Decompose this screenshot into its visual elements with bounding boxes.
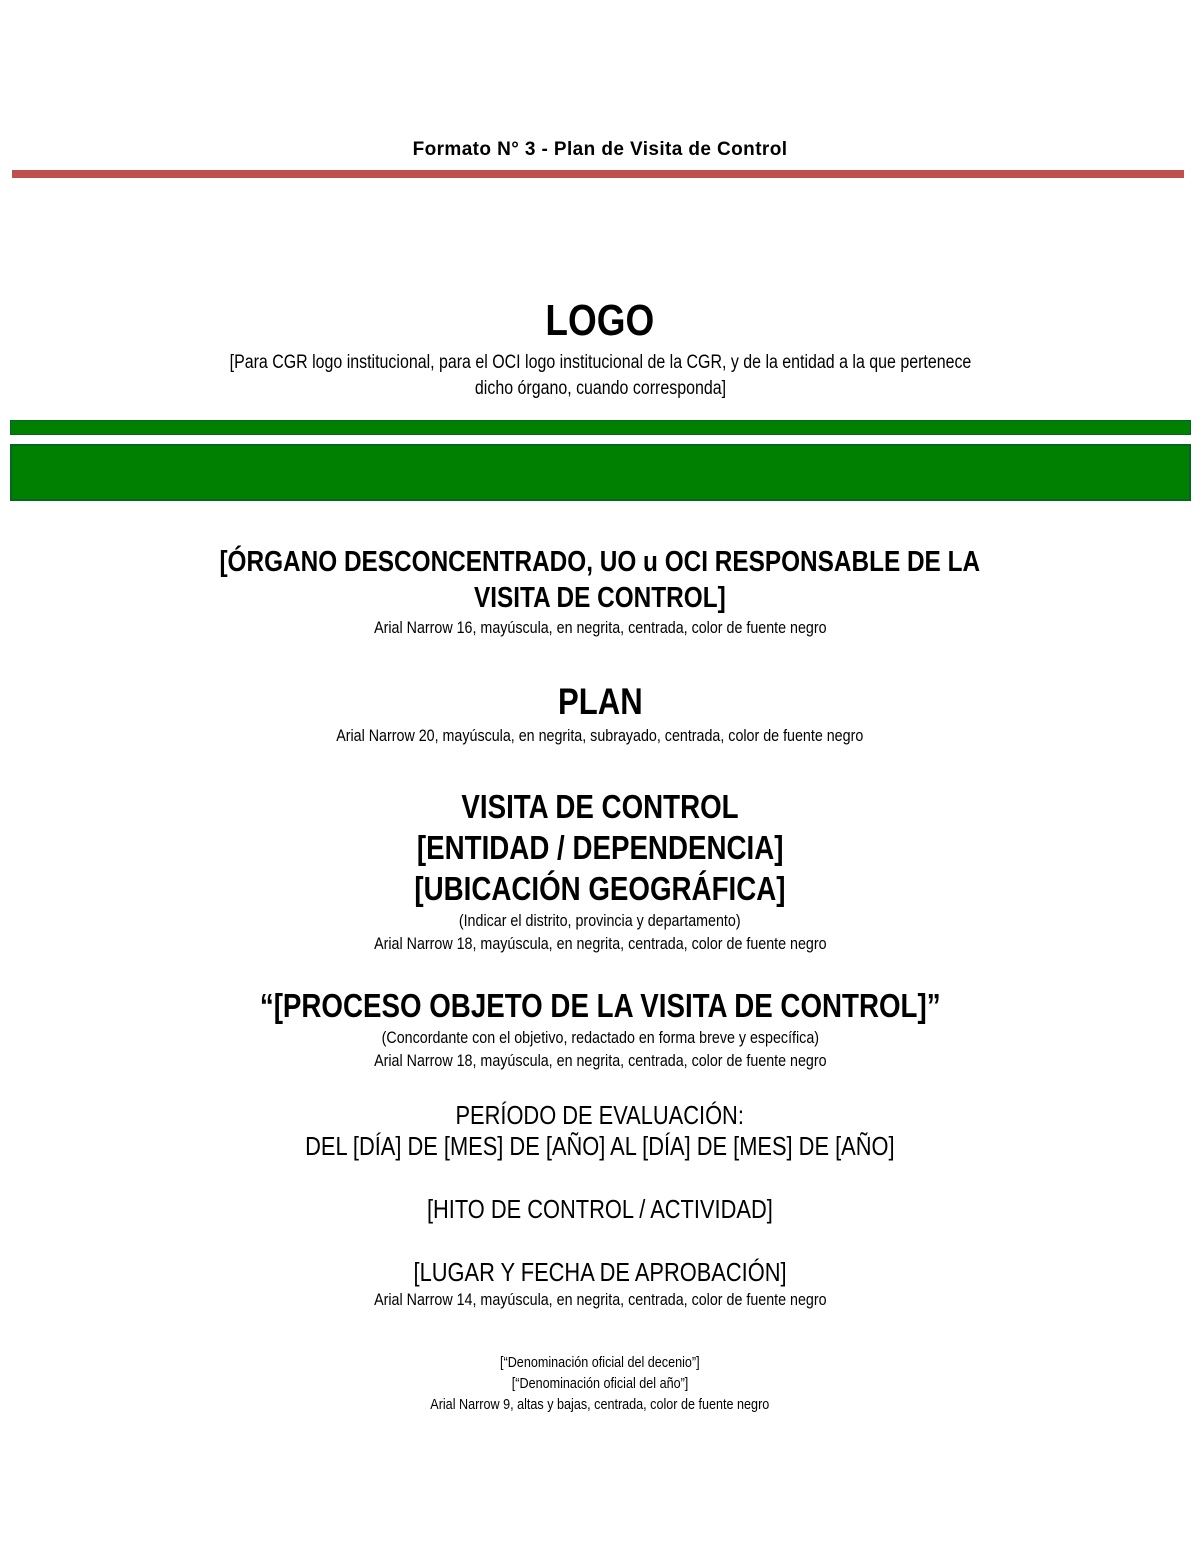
logo-description-line2: dicho órgano, cuando corresponda]	[474, 378, 726, 399]
visita-format-note: Arial Narrow 18, mayúscula, en negrita, centrada, color de fuente negro	[373, 934, 827, 953]
logo-title: LOGO	[545, 296, 655, 345]
proceso-title: “[PROCESO OBJETO DE LA VISITA DE CONTROL]”	[259, 987, 941, 1024]
lugar-title: [LUGAR Y FECHA DE APROBACIÓN]	[413, 1257, 787, 1287]
organo-section	[0, 544, 1200, 639]
visita-line2: [ENTIDAD / DEPENDENCIA]	[416, 829, 784, 866]
logo-description	[0, 350, 1200, 402]
visita-section	[0, 786, 1200, 955]
visita-line3: [UBICACIÓN GEOGRÁFICA]	[414, 870, 786, 907]
periodo-section	[0, 1100, 1200, 1162]
lugar-format-note: Arial Narrow 14, mayúscula, en negrita, centrada, color de fuente negro	[373, 1290, 827, 1309]
visita-hint: (Indicar el distrito, provincia y departamento)	[459, 911, 741, 930]
organo-line2: VISITA DE CONTROL]	[474, 582, 726, 614]
visita-line1: VISITA DE CONTROL	[461, 788, 739, 825]
logo-placeholder	[0, 296, 1200, 346]
header-title	[0, 139, 1200, 161]
hito-title: [HITO DE CONTROL / ACTIVIDAD]	[427, 1194, 773, 1224]
lugar-section	[0, 1257, 1200, 1311]
logo-description-line1: [Para CGR logo institucional, para el OCI logo institucional de la CGR, y de la entidad a la que pertenece	[229, 352, 971, 373]
organo-format-note: Arial Narrow 16, mayúscula, en negrita, centrada, color de fuente negro	[373, 618, 827, 637]
plan-title: PLAN	[557, 681, 643, 722]
periodo-line1: PERÍODO DE EVALUACIÓN:	[455, 1100, 745, 1130]
decenio-format-note: Arial Narrow 9, altas y bajas, centrada, color de fuente negro	[430, 1396, 770, 1413]
green-banner-thick	[10, 444, 1191, 501]
plan-format-note: Arial Narrow 20, mayúscula, en negrita, subrayado, centrada, color de fuente negro	[336, 726, 864, 745]
decenio-section	[0, 1352, 1200, 1415]
proceso-section	[0, 985, 1200, 1072]
header-divider	[12, 170, 1184, 178]
hito-section	[0, 1194, 1200, 1225]
plan-section	[0, 680, 1200, 747]
organo-line1: [ÓRGANO DESCONCENTRADO, UO u OCI RESPONSABLE DE LA	[219, 546, 981, 578]
green-banner-thin	[10, 420, 1191, 435]
periodo-line2: DEL [DÍA] DE [MES] DE [AÑO] AL [DÍA] DE [MES] DE [AÑO]	[305, 1131, 895, 1161]
header-title-text: Formato N° 3 - Plan de Visita de Control	[412, 139, 788, 160]
proceso-hint: (Concordante con el objetivo, redactado en forma breve y específica)	[381, 1028, 819, 1047]
decenio-line2: [“Denominación oficial del año”]	[511, 1375, 689, 1392]
proceso-format-note: Arial Narrow 18, mayúscula, en negrita, centrada, color de fuente negro	[373, 1051, 827, 1070]
decenio-line1: [“Denominación oficial del decenio”]	[500, 1354, 700, 1371]
